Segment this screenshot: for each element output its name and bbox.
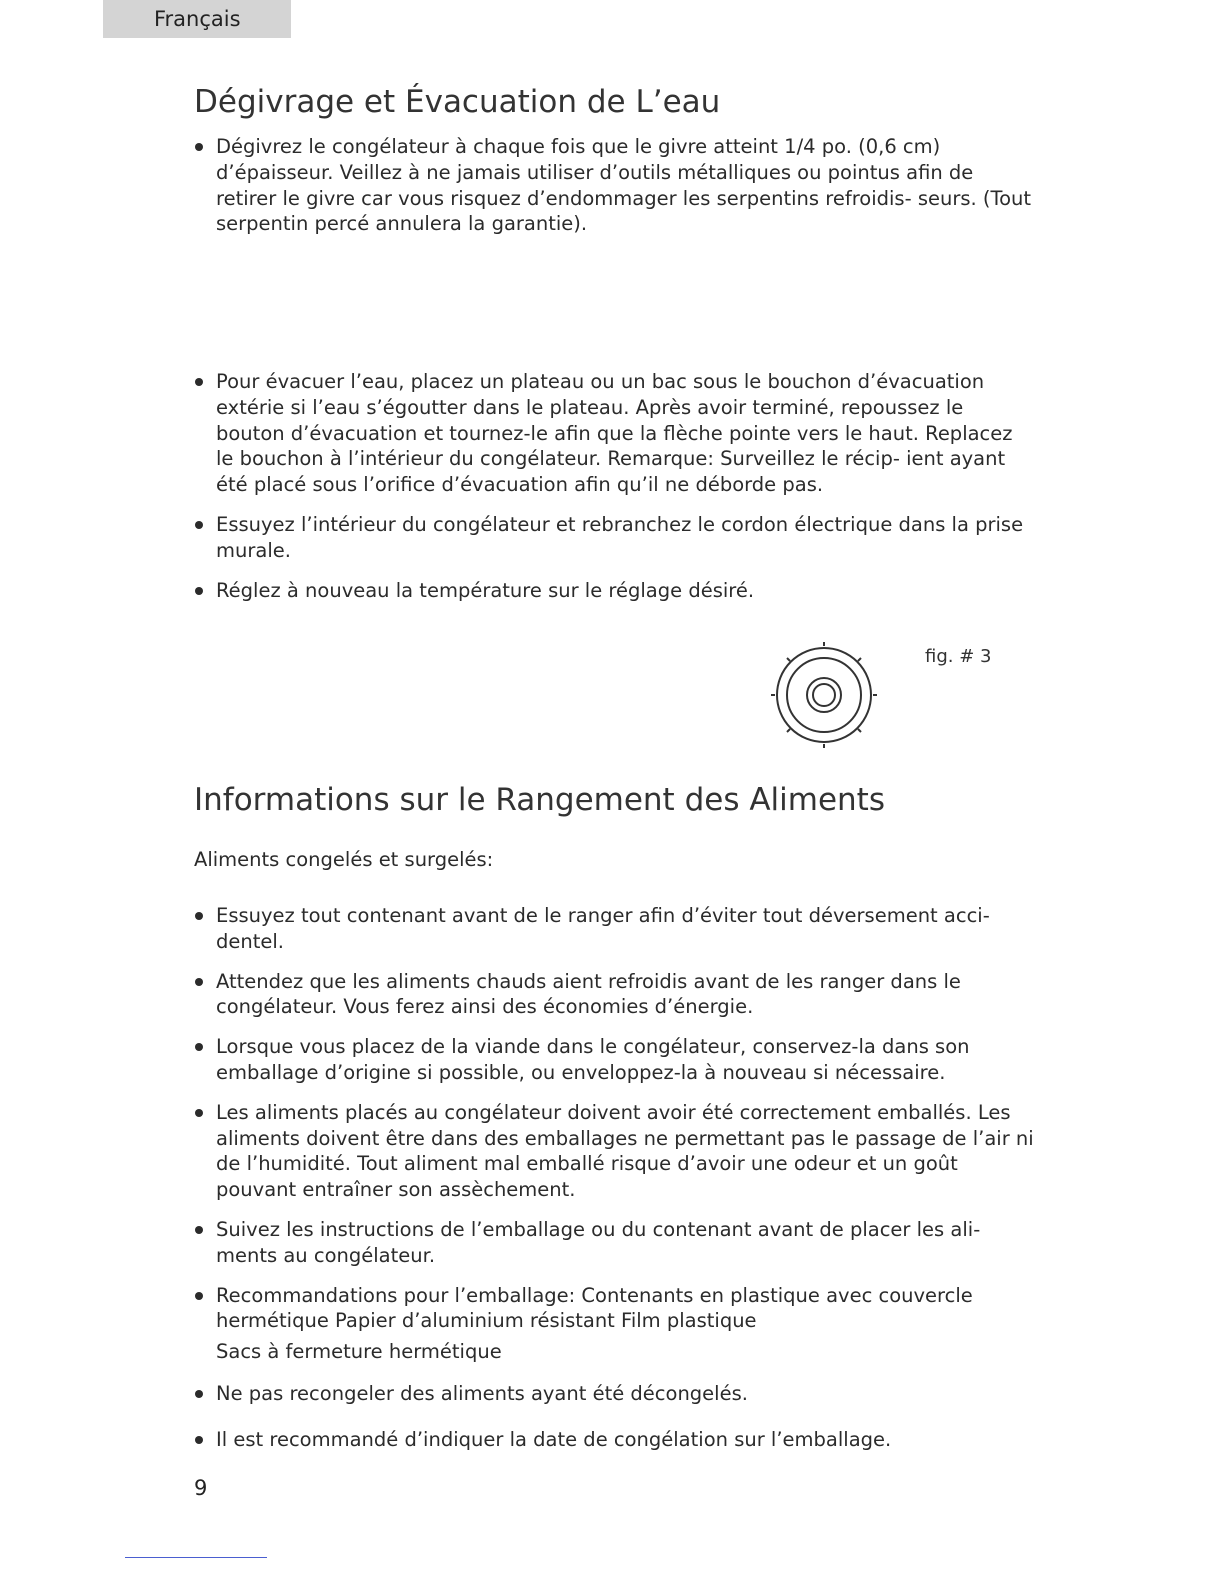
section-title-food-storage: Informations sur le Rangement des Aliments [194,782,885,818]
defrost-list [194,369,1034,603]
list-item: Dégivrez le congélateur à chaque fois que le givre atteint 1/4 po. (0,6 cm) d’épaisseur. Veillez à ne jamais utiliser d’outils métalliques ou pointus afin de retirer le givre car vous risquez d’endommager les serpentins refroidis- seurs. (Tout serpentin percé annulera la garantie). [194,134,1034,237]
list-item: Ne pas recongeler des aliments ayant été décongelés. [194,1381,1034,1407]
section-title-defrosting: Dégivrage et Évacuation de L’eau [194,84,721,120]
packaging-recommendations: Recommandations pour l’emballage: Contenants en plastique avec couvercle hermétique Papier d’aluminium résistant Film plastique [216,1283,973,1333]
list-item: Lorsque vous placez de la viande dans le congélateur, conservez-la dans son emballage d’origine si possible, ou enveloppez-la à nouveau si nécessaire. [194,1034,1034,1086]
list-item: Il est recommandé d’indiquer la date de congélation sur l’emballage. [194,1427,1034,1453]
list-item: Réglez à nouveau la température sur le réglage désiré. [194,578,1034,604]
list-item: Les aliments placés au congélateur doivent avoir été correctement emballés. Les aliments doivent être dans des emballages ne permettant pas le passage de l’air ni de l’humidité. Tout aliment mal emballé risque d’avoir une odeur et un goût pouvant entraîner son assèchement. [194,1100,1034,1203]
list-item: Essuyez tout contenant avant de le ranger afin d’éviter tout déversement acci- dentel. [194,903,1034,955]
packaging-bags: Sacs à fermeture hermétique [216,1340,502,1364]
page-number: 9 [194,1476,208,1500]
list-item: Pour évacuer l’eau, placez un plateau ou un bac sous le bouchon d’évacuation extérie si l’eau s’égoutter dans le plateau. Après avoir terminé, repoussez le bouton d’évacuation et tournez-le afin que la flèche pointe vers le haut. Replacez le bouchon à l’intérieur du congélateur. Remarque: Surveillez le récip- ient ayant été placé sous l’orifice d’évacuation afin qu’il ne déborde pas. [194,369,1034,498]
drain-plug-icon [768,640,880,750]
list-item: Attendez que les aliments chauds aient refroidis avant de les ranger dans le congélateur. Vous ferez ainsi des économies d’énergie. [194,969,1034,1021]
footer-rule [125,1557,267,1558]
list-item: Suivez les instructions de l’emballage ou du contenant avant de placer les ali- ments au congélateur. [194,1217,1034,1269]
food-storage-list [194,903,1034,1453]
list-item: Essuyez l’intérieur du congélateur et rebranchez le cordon électrique dans la prise murale. [194,512,1034,564]
language-tab: Français [103,0,291,38]
figure-label: fig. # 3 [925,646,992,667]
list-item-packaging [194,1283,1034,1365]
food-storage-intro: Aliments congelés et surgelés: [194,848,494,871]
defrost-list-top [194,134,1034,237]
